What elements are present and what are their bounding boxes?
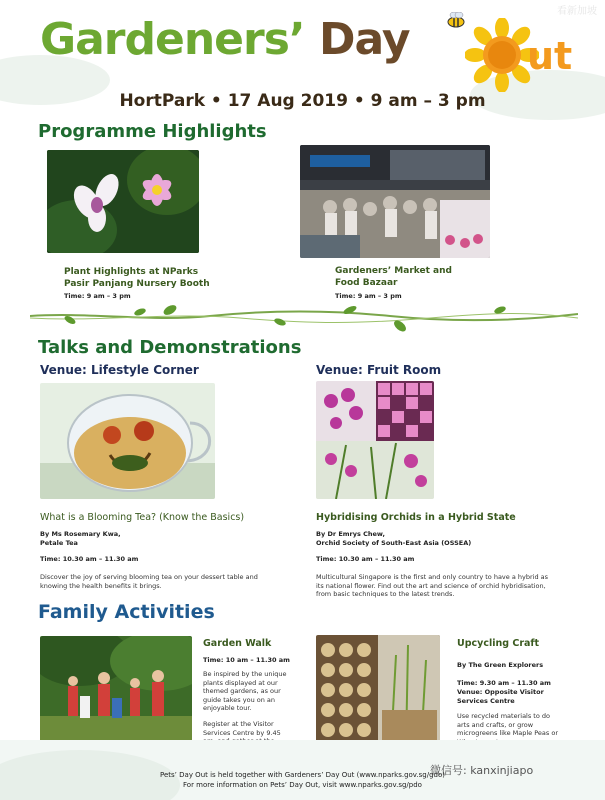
talk-time: Time: 10.30 am – 11.30 am <box>316 555 415 563</box>
desc-line: enjoyable tour. <box>203 704 252 712</box>
footer-watermark: 微信号: kanxinjiapo <box>430 764 534 777</box>
talk-time: Time: 10.30 am – 11.30 am <box>40 555 139 563</box>
bee-icon <box>446 12 466 28</box>
orchid-photo <box>47 150 199 253</box>
talk-description <box>316 573 548 599</box>
activity-time: Time: 9.30 am – 11.30 am <box>457 679 551 687</box>
desc-line: Register at the Visitor <box>203 720 274 728</box>
programme-item-time: Time: 9 am – 3 pm <box>335 292 402 300</box>
orchid-illustration <box>47 150 199 253</box>
desc-line: themed gardens, as our <box>203 687 281 695</box>
title-line: Gardeners’ Market and <box>335 266 452 276</box>
title-gardeners: Gardeners’ <box>40 14 305 65</box>
tea-photo <box>40 383 215 499</box>
activity-organiser: By The Green Explorers <box>457 661 544 669</box>
activity-time: Time: 10 am – 11.30 am <box>203 656 290 664</box>
desc-line: its national flower. Find out the art and science of orchid hybridisation, <box>316 581 546 590</box>
desc-line: Multicultural Singapore is the first and only country to have a hybrid as <box>316 573 549 581</box>
desc-line: arts and crafts, or grow <box>457 720 534 729</box>
watermark-top: 看新加坡 <box>557 6 597 17</box>
activity-description <box>203 670 287 713</box>
speaker-line: Petale Tea <box>40 538 78 547</box>
market-illustration <box>300 145 490 258</box>
blooming-tea-illustration <box>40 383 215 499</box>
talk-speaker <box>316 530 471 547</box>
talk-description <box>40 573 258 590</box>
desc-line: plants displayed at our <box>203 678 278 687</box>
title-line: Plant Highlights at NParks <box>64 267 199 277</box>
venue-line: Venue: Opposite Visitor <box>457 688 544 696</box>
activity-title: Garden Walk <box>203 638 272 649</box>
speaker-line: By Dr Emrys Chew, <box>316 530 385 538</box>
desc-line: guide takes you on an <box>203 695 276 704</box>
talk-title: Hybridising Orchids in a Hybrid State <box>316 512 516 523</box>
desc-line: Services Centre by 9.45 <box>203 728 281 737</box>
title-day: Day <box>318 14 410 65</box>
programme-heading: Programme Highlights <box>38 121 267 142</box>
speaker-line: Orchid Society of South-East Asia (OSSEA) <box>316 538 472 547</box>
venue-line: Services Centre <box>457 696 515 705</box>
garden-walk-illustration <box>40 636 192 746</box>
desc-line: Discover the joy of serving blooming tea on your dessert table and <box>40 573 258 581</box>
programme-item-time: Time: 9 am – 3 pm <box>64 292 131 300</box>
market-photo <box>300 145 490 258</box>
upcycling-photo <box>316 635 440 748</box>
footer-text: Pets’ Day Out is held together with Gardeners’ Day Out (www.nparks.gov.sg/gdo) <box>160 771 445 779</box>
event-subtitle: HortPark • 17 Aug 2019 • 9 am – 3 pm <box>119 91 486 111</box>
venue-label: Venue: Fruit Room <box>316 363 442 377</box>
footer-text: For more information on Pets’ Day Out, visit www.nparks.gov.sg/pdo <box>183 781 422 789</box>
desc-line: knowing the health benefits it brings. <box>40 581 162 590</box>
title-line: Food Bazaar <box>335 278 398 288</box>
family-heading: Family Activities <box>38 601 215 623</box>
talk-speaker <box>40 530 121 547</box>
title-out-suffix: ut <box>527 34 573 78</box>
desc-line: microgreens like Maple Peas or <box>457 729 559 737</box>
talk-title: What is a Blooming Tea? (Know the Basics) <box>40 512 245 523</box>
vine-divider <box>30 300 578 334</box>
desc-line: Be inspired by the unique <box>203 670 287 678</box>
talks-heading: Talks and Demonstrations <box>38 337 302 358</box>
venue-label: Venue: Lifestyle Corner <box>40 363 199 377</box>
orchid-grid-photo <box>316 381 434 499</box>
programme-item-title <box>64 266 210 290</box>
garden-walk-photo <box>40 636 192 746</box>
desc-line: from basic techniques to the latest trends. <box>316 590 455 598</box>
orchid-grid-illustration <box>316 381 434 499</box>
activity-title: Upcycling Craft <box>457 638 540 649</box>
desc-line: Use recycled materials to do <box>457 712 551 720</box>
page-title <box>40 14 410 65</box>
upcycling-illustration <box>316 635 440 748</box>
speaker-line: By Ms Rosemary Kwa, <box>40 530 121 538</box>
title-line: Pasir Panjang Nursery Booth <box>64 279 210 289</box>
activity-venue <box>457 688 544 705</box>
programme-item-title <box>335 265 452 289</box>
